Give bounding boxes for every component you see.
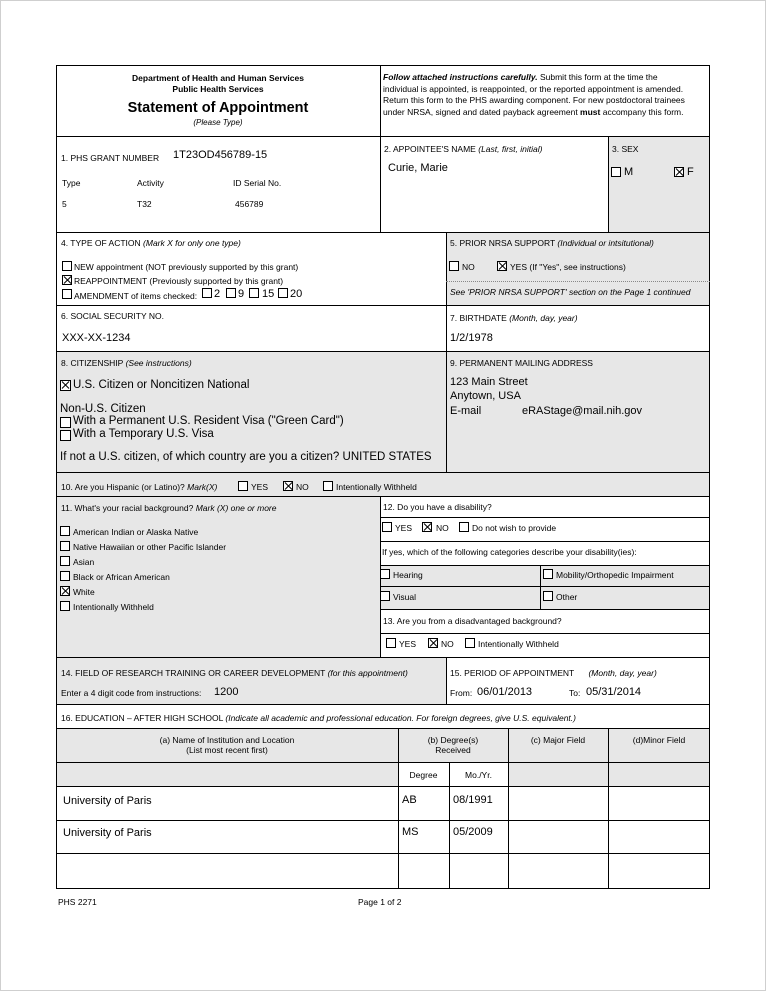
appointee-name[interactable]: Curie, Marie: [388, 162, 448, 174]
period-to-label: To:: [569, 688, 581, 698]
col-a-title: (a) Name of Institution and Location: [159, 735, 295, 745]
action-reappointment-checkbox[interactable]: [62, 275, 72, 285]
sec5-hint: (Individual or intsitutional): [557, 238, 654, 248]
address-line1[interactable]: 123 Main Street: [450, 376, 528, 388]
sec15-label-text: 15. PERIOD OF APPOINTMENT: [450, 668, 575, 678]
action-reappointment-label: REAPPOINTMENT (Previously supported by this grant): [74, 276, 284, 286]
action-amendment-label: AMENDMENT of items checked:: [74, 291, 198, 301]
page-number: Page 1 of 2: [358, 897, 402, 907]
sec6-label: 6. SOCIAL SECURITY NO.: [61, 311, 164, 321]
col-b-header: [398, 735, 508, 755]
instructions: [383, 72, 708, 118]
amend-item-2-checkbox[interactable]: [202, 288, 212, 298]
sec7-label-text: 7. BIRTHDATE: [450, 313, 507, 323]
disadvantaged-yes-checkbox[interactable]: [386, 638, 396, 648]
row-divider-4: [56, 853, 710, 854]
amend-item-20: 20: [290, 288, 303, 300]
disability-cats-divider-h: [380, 586, 710, 587]
institution-cell[interactable]: University of Paris: [63, 827, 152, 839]
us-citizen-label: U.S. Citizen or Noncitizen National: [73, 379, 250, 391]
sex-m-label: M: [624, 166, 634, 178]
row-divider-2: [56, 786, 710, 787]
form-id: PHS 2271: [58, 897, 97, 907]
sec2-label-text: 2. APPOINTEE'S NAME: [384, 144, 476, 154]
disability-category-question: If yes, which of the following categories describe your disability(ies):: [382, 547, 637, 557]
instructions-line4-end: accompany this form.: [600, 106, 684, 117]
amend-item-2: 2: [214, 288, 221, 300]
amend-item-15: 15: [262, 288, 275, 300]
amend-item-9-checkbox[interactable]: [226, 288, 236, 298]
sec14-label: [61, 668, 408, 678]
form-subtitle: (Please Type): [193, 118, 243, 127]
disadvantaged-yes-label: YES: [399, 639, 417, 649]
country-question: [60, 451, 432, 463]
action-new-checkbox[interactable]: [62, 261, 72, 271]
nrsa-yes-hint: (If "Yes", see instructions): [529, 262, 626, 272]
race-american-indian-label: American Indian or Alaska Native: [73, 527, 199, 537]
action-amendment-checkbox[interactable]: [62, 289, 72, 299]
disadvantaged-withheld-checkbox[interactable]: [465, 638, 475, 648]
temp-visa-checkbox[interactable]: [60, 430, 71, 441]
sec13-label: 13. Are you from a disadvantaged background?: [383, 616, 562, 626]
sec10-label-text: 10. Are you Hispanic (or Latino)?: [61, 482, 188, 492]
sec10-label: [61, 482, 217, 492]
col-divider-d: [608, 728, 609, 889]
activity-value[interactable]: T32: [137, 199, 152, 209]
non-us-label: Non-U.S. Citizen: [60, 403, 146, 415]
institution-cell[interactable]: University of Paris: [63, 795, 152, 807]
sec15-hint: (Month, day, year): [588, 668, 657, 678]
disability-nowish-checkbox[interactable]: [459, 522, 469, 532]
disability-mobility-checkbox[interactable]: [543, 569, 553, 579]
sec3-label: 3. SEX: [612, 144, 639, 154]
email-value[interactable]: eRAStage@mail.nih.gov: [522, 405, 643, 417]
sec15-label: [450, 668, 657, 678]
dept-name: Department of Health and Human Services: [132, 73, 304, 83]
disability-no-label: NO: [436, 523, 449, 533]
activity-label: Activity: [137, 178, 164, 188]
disability-other-checkbox[interactable]: [543, 591, 553, 601]
sec11-label: [61, 503, 276, 513]
disability-mobility-label: Mobility/Orthopedic Impairment: [556, 570, 674, 580]
col-c-header: (c) Major Field: [530, 735, 586, 745]
race-asian-label: Asian: [73, 557, 95, 567]
instructions-line4: under NRSA, signed and dated payback agreement: [383, 106, 581, 117]
sec14-label-text: 14. FIELD OF RESEARCH TRAINING OR CAREER DEVELOPMENT: [61, 668, 326, 678]
nrsa-no-checkbox[interactable]: [449, 261, 459, 271]
disability-hearing-label: Hearing: [393, 570, 423, 580]
email-label: E-mail: [450, 405, 482, 417]
col-d-header: (d)Minor Field: [632, 735, 686, 745]
race-native-hawaiian-label: Native Hawaiian or other Pacific Islander: [73, 542, 227, 552]
race-black-checkbox[interactable]: [60, 571, 70, 581]
degree-cell[interactable]: MS: [402, 826, 419, 838]
sec7-box: [446, 305, 710, 351]
temp-visa-label: With a Temporary U.S. Visa: [73, 428, 214, 440]
sec7-hint: (Month, day, year): [509, 313, 578, 323]
sex-f-checkbox[interactable]: [674, 167, 684, 177]
nrsa-yes-label: [510, 262, 626, 272]
col-degree-header: Degree: [409, 770, 438, 780]
race-american-indian-checkbox[interactable]: [60, 526, 70, 536]
col-b-title: (b) Degree(s): [427, 735, 479, 745]
moyr-cell[interactable]: 05/2009: [453, 826, 493, 838]
col-divider-c: [508, 728, 509, 889]
row-divider-3: [56, 820, 710, 821]
race-native-hawaiian-checkbox[interactable]: [60, 541, 70, 551]
moyr-cell[interactable]: 08/1991: [453, 794, 493, 806]
service-name: Public Health Services: [172, 84, 264, 94]
sec2-label: [384, 144, 542, 154]
disability-yes-label: YES: [395, 523, 413, 533]
sec5-label-text: 5. PRIOR NRSA SUPPORT: [450, 238, 556, 248]
amend-item-15-checkbox[interactable]: [249, 288, 259, 298]
period-from-label: From:: [450, 688, 473, 698]
degree-cell[interactable]: AB: [402, 794, 417, 806]
disadvantaged-withheld-label: Intentionally Withheld: [478, 639, 559, 649]
instructions-emphasis: Follow attached instructions carefully.: [383, 72, 538, 82]
col-divider-moyr: [449, 762, 450, 889]
sec11-hint: Mark (X) one or more: [195, 503, 277, 513]
race-withheld-label: Intentionally Withheld: [73, 602, 154, 612]
disadvantaged-no-checkbox[interactable]: [428, 638, 438, 648]
hispanic-withheld-label: Intentionally Withheld: [336, 482, 417, 492]
ssn-value[interactable]: XXX-XX-1234: [62, 332, 131, 344]
col-b-subtitle: Received: [435, 745, 471, 755]
disability-nowish-label: Do not wish to provide: [472, 523, 557, 533]
perm-visa-label: With a Permanent U.S. Resident Visa ("Green Card"): [73, 415, 344, 427]
race-white-label: White: [73, 587, 95, 597]
sec1-label: 1. PHS GRANT NUMBER: [61, 153, 160, 163]
race-white-checkbox[interactable]: [60, 586, 70, 596]
sec10-hint: Mark(X): [187, 482, 218, 492]
address-line2[interactable]: Anytown, USA: [450, 390, 521, 402]
sec7-label: [450, 313, 578, 323]
sec5-label: [450, 238, 654, 248]
hispanic-yes-checkbox[interactable]: [238, 481, 248, 491]
sec4-label: [61, 238, 241, 248]
form-title: Statement of Appointment: [127, 100, 309, 116]
row-divider-1: [56, 762, 710, 763]
us-citizen-checkbox[interactable]: [60, 380, 71, 391]
disability-other-label: Other: [556, 592, 578, 602]
sec16-label: [61, 713, 576, 723]
sex-f-label: F: [687, 166, 694, 178]
instructions-must: must: [580, 106, 601, 117]
col-moyr-header: Mo./Yr.: [465, 770, 492, 780]
nrsa-no-label: NO: [462, 262, 475, 272]
sec8-label: [61, 358, 192, 368]
sec16-label-text: 16. EDUCATION – AFTER HIGH SCHOOL: [61, 713, 224, 723]
col-a-header: [56, 735, 398, 755]
disability-cats-divider-v: [540, 565, 541, 609]
hispanic-no-checkbox[interactable]: [283, 481, 293, 491]
amend-item-9: 9: [238, 288, 245, 300]
disability-visual-label: Visual: [393, 592, 416, 602]
type-label: Type: [62, 178, 81, 188]
period-from-value[interactable]: 06/01/2013: [477, 686, 533, 698]
action-new-label: NEW appointment (NOT previously supported by this grant): [74, 262, 299, 272]
education-subheader-bg-a: [57, 762, 398, 786]
sec14-hint: (for this appointment): [327, 668, 408, 678]
hispanic-yes-label: YES: [251, 482, 269, 492]
amend-item-20-checkbox[interactable]: [278, 288, 288, 298]
race-withheld-checkbox[interactable]: [60, 601, 70, 611]
disadvantaged-no-label: NO: [441, 639, 454, 649]
sec9-label: 9. PERMANENT MAILING ADDRESS: [450, 358, 593, 368]
sec8-hint: (See instructions): [125, 358, 192, 368]
country-value[interactable]: UNITED STATES: [342, 451, 432, 463]
race-asian-checkbox[interactable]: [60, 556, 70, 566]
sex-m-checkbox[interactable]: [611, 167, 621, 177]
disability-yes-checkbox[interactable]: [382, 522, 392, 532]
serial-label: ID Serial No.: [233, 178, 282, 188]
col-a-subtitle: (List most recent first): [186, 745, 268, 755]
field-code-label: Enter a 4 digit code from instructions:: [61, 688, 202, 698]
type-value[interactable]: 5: [62, 199, 67, 209]
hispanic-withheld-checkbox[interactable]: [323, 481, 333, 491]
perm-visa-checkbox[interactable]: [60, 417, 71, 428]
disability-visual-checkbox[interactable]: [380, 591, 390, 601]
race-black-label: Black or African American: [73, 572, 170, 582]
sec8-label-text: 8. CITIZENSHIP: [61, 358, 124, 368]
grant-number[interactable]: 1T23OD456789-15: [173, 149, 268, 161]
sec16-hint: (Indicate all academic and professional education. For foreign degrees, give U.S. equivalent.): [225, 713, 576, 723]
birthdate-value[interactable]: 1/2/1978: [450, 332, 493, 344]
sec4-label-text: 4. TYPE OF ACTION: [61, 238, 141, 248]
nrsa-yes-text: YES: [510, 262, 528, 272]
hispanic-no-label: NO: [296, 482, 309, 492]
sec12-label: 12. Do you have a disability?: [383, 502, 492, 512]
instructions-line1: Submit this form at the time the: [537, 72, 658, 82]
period-to-value[interactable]: 05/31/2014: [586, 686, 642, 698]
country-question-text: If not a U.S. citizen, of which country are you a citizen?: [60, 451, 340, 463]
nrsa-yes-checkbox[interactable]: [497, 261, 507, 271]
sec5-divider: [446, 281, 710, 282]
serial-value[interactable]: 456789: [235, 199, 264, 209]
nrsa-note: See 'PRIOR NRSA SUPPORT' section on the Page 1 continued: [450, 287, 691, 297]
sec11-label-text: 11. What's your racial background?: [61, 503, 196, 513]
instructions-line3: Return this form to the PHS awarding component. For new postdoctoral trainees: [383, 95, 685, 105]
sec4-hint: (Mark X for only one type): [143, 238, 241, 248]
disability-no-checkbox[interactable]: [422, 522, 432, 532]
field-code-value[interactable]: 1200: [214, 686, 239, 698]
sec2-hint: (Last, first, initial): [478, 144, 543, 154]
disability-hearing-checkbox[interactable]: [380, 569, 390, 579]
instructions-line2: individual is appointed, is reappointed, or the reported appointment is amended.: [383, 83, 684, 94]
